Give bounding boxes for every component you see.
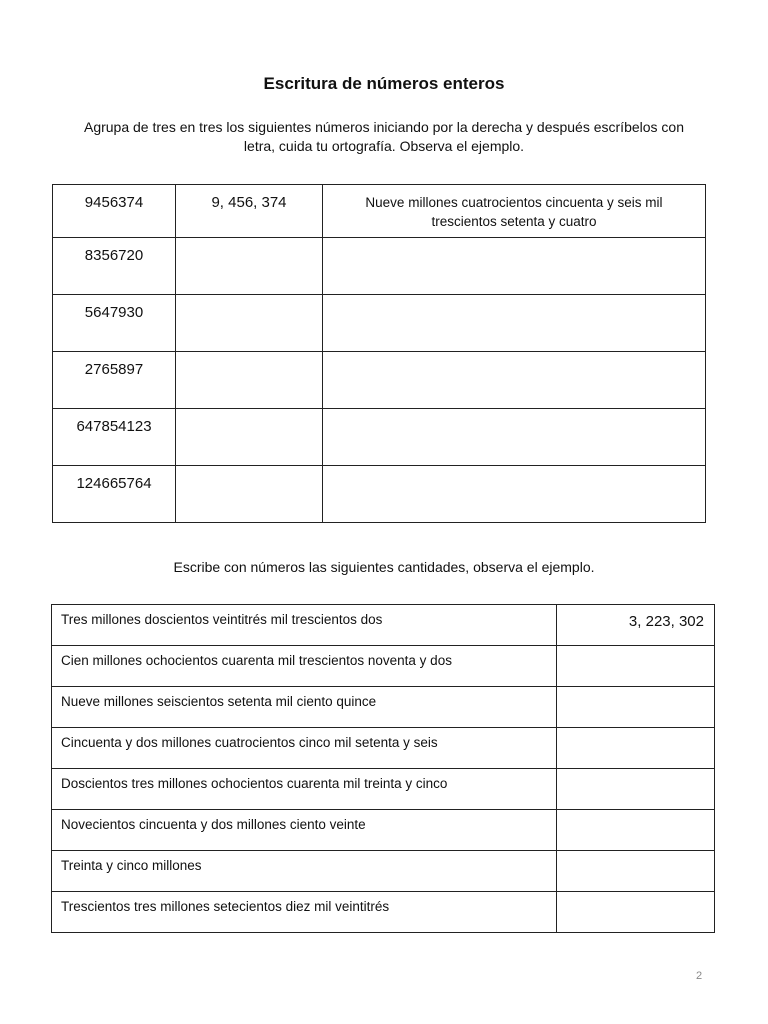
page-number: 2: [696, 970, 703, 982]
words-cell[interactable]: [323, 295, 706, 352]
words-cell[interactable]: [323, 352, 706, 409]
grouped-cell[interactable]: [176, 352, 323, 409]
quantity-text-cell: Tres millones doscientos veintitrés mil trescientos dos: [52, 605, 557, 646]
answer-cell[interactable]: [556, 810, 714, 851]
answer-cell[interactable]: [556, 687, 714, 728]
words-cell[interactable]: Nueve millones cuatrocientos cincuenta y seis mil trescientos setenta y cuatro: [323, 185, 706, 238]
table-row: [53, 185, 706, 238]
words-cell[interactable]: [323, 409, 706, 466]
number-grouping-table: [52, 184, 706, 523]
number-cell: 5647930: [53, 295, 176, 352]
quantity-text-cell: Cien millones ochocientos cuarenta mil trescientos noventa y dos: [52, 646, 557, 687]
words-to-number-table: [51, 604, 715, 933]
table-row: [53, 409, 706, 466]
table-row: [52, 769, 715, 810]
quantity-text-cell: Treinta y cinco millones: [52, 851, 557, 892]
grouped-cell[interactable]: [176, 409, 323, 466]
grouped-cell[interactable]: [176, 238, 323, 295]
table-row: [52, 728, 715, 769]
words-cell[interactable]: [323, 466, 706, 523]
answer-cell[interactable]: [556, 851, 714, 892]
table-row: [53, 295, 706, 352]
answer-cell[interactable]: 3, 223, 302: [556, 605, 714, 646]
table-row: [52, 892, 715, 933]
table-row: [52, 851, 715, 892]
grouped-cell[interactable]: [176, 466, 323, 523]
instructions-text-2: Escribe con números las siguientes cantidades, observa el ejemplo.: [173, 559, 595, 575]
grouped-cell[interactable]: [176, 295, 323, 352]
answer-cell[interactable]: [556, 728, 714, 769]
instructions-text: Agrupa de tres en tres los siguientes números iniciando por la derecha y después escríbelos con letra, cuida tu ortografía. Observa el ejemplo.: [83, 119, 684, 154]
number-cell: 9456374: [53, 185, 176, 238]
table-row: [52, 605, 715, 646]
table-row: [52, 810, 715, 851]
table-row: [52, 646, 715, 687]
table-row: [53, 352, 706, 409]
answer-cell[interactable]: [556, 892, 714, 933]
quantity-text-cell: Trescientos tres millones setecientos diez mil veintitrés: [52, 892, 557, 933]
number-cell: 124665764: [53, 466, 176, 523]
quantity-text-cell: Novecientos cincuenta y dos millones ciento veinte: [52, 810, 557, 851]
number-cell: 2765897: [53, 352, 176, 409]
page-title: Escritura de números enteros: [263, 74, 505, 93]
grouped-cell[interactable]: 9, 456, 374: [176, 185, 323, 238]
table-row: [52, 687, 715, 728]
table-row: [53, 466, 706, 523]
number-cell: 647854123: [53, 409, 176, 466]
quantity-text-cell: Doscientos tres millones ochocientos cuarenta mil treinta y cinco: [52, 769, 557, 810]
number-cell: 8356720: [53, 238, 176, 295]
answer-cell[interactable]: [556, 769, 714, 810]
quantity-text-cell: Cincuenta y dos millones cuatrocientos cinco mil setenta y seis: [52, 728, 557, 769]
words-cell[interactable]: [323, 238, 706, 295]
answer-cell[interactable]: [556, 646, 714, 687]
quantity-text-cell: Nueve millones seiscientos setenta mil ciento quince: [52, 687, 557, 728]
table-row: [53, 238, 706, 295]
